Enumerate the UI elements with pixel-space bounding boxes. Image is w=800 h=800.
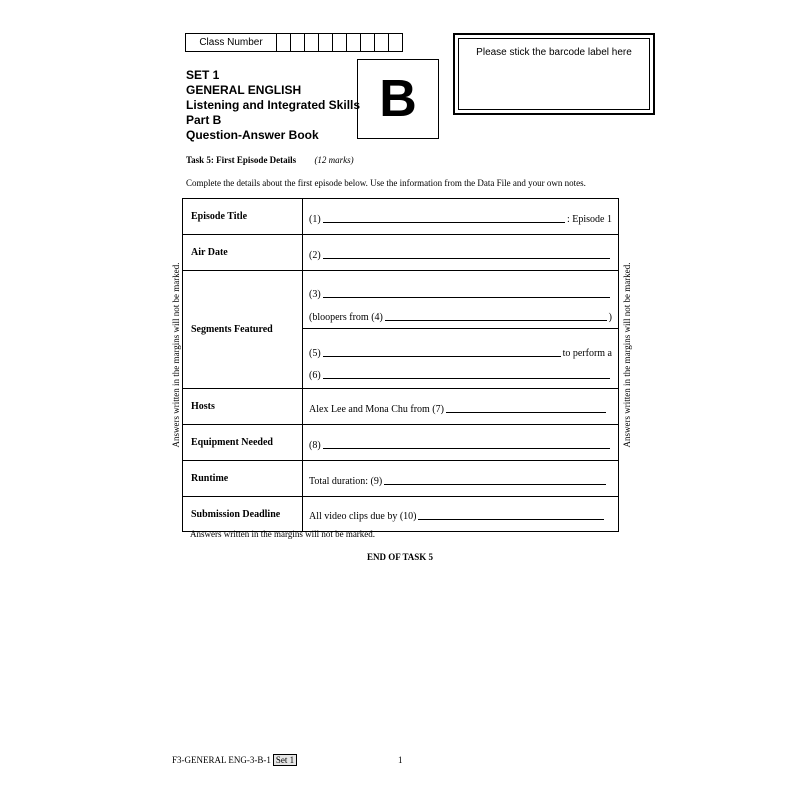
table-row — [183, 199, 618, 235]
class-number-cell[interactable] — [375, 34, 389, 51]
part-letter-box: B — [357, 59, 439, 139]
row-label: Segments Featured — [183, 271, 303, 388]
paper-title: Listening and Integrated Skills — [186, 98, 361, 112]
barcode-box — [453, 33, 655, 115]
class-number-cell[interactable] — [389, 34, 402, 51]
table-row — [183, 461, 618, 497]
answer-cell — [303, 461, 618, 496]
answer-cell — [303, 235, 618, 270]
bloopers-prefix: (bloopers from (4) — [309, 312, 383, 323]
deadline-prefix: All video clips due by (10) — [309, 511, 417, 522]
row-label: Runtime — [183, 461, 303, 496]
task-heading — [186, 155, 354, 165]
subject-title: GENERAL ENGLISH — [186, 83, 302, 97]
class-number-label: Class Number — [186, 34, 277, 51]
answer-cell — [303, 425, 618, 460]
question-number: (6) — [309, 370, 321, 381]
set-label-box: Set 1 — [273, 754, 297, 766]
question-number: (5) — [309, 348, 321, 359]
runtime-prefix: Total duration: (9) — [309, 476, 383, 487]
task-marks: (12 marks) — [314, 155, 354, 165]
row-label: Equipment Needed — [183, 425, 303, 460]
episode-suffix: : Episode 1 — [567, 214, 612, 225]
question-number: (3) — [309, 289, 321, 300]
row-label: Submission Deadline — [183, 497, 303, 531]
row-label: Episode Title — [183, 199, 303, 234]
class-number-cell[interactable] — [333, 34, 347, 51]
table-row — [183, 235, 618, 271]
table-row — [183, 389, 618, 425]
row-label: Hosts — [183, 389, 303, 424]
answer-cell — [303, 497, 618, 531]
bottom-margin-note: Answers written in the margins will not be marked. — [190, 529, 376, 539]
page-number: 1 — [398, 755, 403, 765]
class-number-cell[interactable] — [291, 34, 305, 51]
class-number-box — [185, 33, 403, 52]
class-number-cell[interactable] — [361, 34, 375, 51]
answer-line-6[interactable] — [323, 377, 610, 379]
question-number: (2) — [309, 250, 321, 261]
answer-line-10[interactable] — [418, 518, 604, 520]
exam-heading — [186, 68, 360, 143]
episode-details-table — [182, 198, 619, 532]
class-number-cell[interactable] — [319, 34, 333, 51]
question-number: (1) — [309, 214, 321, 225]
barcode-label-area: Please stick the barcode label here — [458, 38, 650, 110]
table-row — [183, 425, 618, 461]
hosts-prefix: Alex Lee and Mona Chu from (7) — [309, 404, 444, 415]
answer-line-9[interactable] — [384, 483, 606, 485]
part-title: Part B — [186, 113, 222, 127]
answer-line-3[interactable] — [323, 296, 610, 298]
answer-cell — [303, 389, 618, 424]
answer-cell — [303, 271, 618, 388]
set-title: SET 1 — [186, 68, 220, 82]
answer-cell — [303, 199, 618, 234]
margin-note-left: Answers written in the margins will not be marked. — [171, 262, 181, 448]
perform-suffix: to perform a — [562, 348, 612, 359]
task-instructions: Complete the details about the first episode below. Use the information from the Data File and your own notes. — [186, 178, 586, 188]
answer-line-8[interactable] — [323, 447, 610, 449]
end-of-task: END OF TASK 5 — [366, 552, 434, 562]
class-number-cell[interactable] — [277, 34, 291, 51]
margin-note-right: Answers written in the margins will not be marked. — [622, 262, 632, 448]
answer-line-5[interactable] — [323, 355, 561, 357]
table-row — [183, 497, 618, 531]
answer-line-7[interactable] — [446, 411, 606, 413]
task-title: Task 5: First Episode Details — [186, 155, 297, 165]
answer-line-2[interactable] — [323, 257, 610, 259]
question-number: (8) — [309, 440, 321, 451]
book-title: Question-Answer Book — [186, 128, 319, 142]
bloopers-suffix: ) — [608, 312, 612, 323]
class-number-cell[interactable] — [305, 34, 319, 51]
answer-line-4[interactable] — [385, 319, 607, 321]
table-row — [183, 271, 618, 389]
class-number-cell[interactable] — [347, 34, 361, 51]
row-label: Air Date — [183, 235, 303, 270]
footer-code — [172, 755, 297, 765]
paper-code: F3-GENERAL ENG-3-B-1 — [172, 755, 271, 765]
answer-line-1[interactable] — [323, 221, 565, 223]
